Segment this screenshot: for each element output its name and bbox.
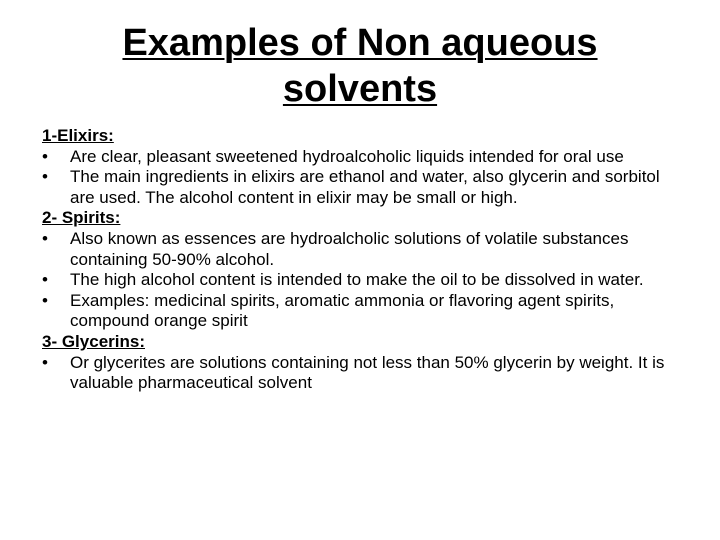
bullet-text: The main ingredients in elixirs are ethanol and water, also glycerin and sorbitol are used. The alcohol content in elixir may be small or high.: [70, 167, 660, 207]
section-heading: 2- Spirits:: [42, 208, 121, 228]
bullet-item: [42, 147, 672, 168]
section-spirits: [42, 208, 672, 332]
slide-title: [60, 20, 660, 112]
bullet-text: The high alcohol content is intended to make the oil to be dissolved in water.: [70, 270, 644, 290]
section-elixirs: [42, 126, 672, 208]
bullet-text: Or glycerites are solutions containing not less than 50% glycerin by weight. It is valuable pharmaceutical solvent: [70, 352, 665, 393]
section-heading: 3- Glycerins:: [42, 331, 145, 351]
bullet-item: [42, 353, 672, 394]
section-heading: 1-Elixirs:: [42, 126, 114, 145]
bullet-item: [42, 270, 672, 291]
bullet-item: [42, 167, 672, 208]
bullet-dot-icon: •: [42, 167, 48, 187]
bullet-text: Are clear, pleasant sweetened hydroalcoholic liquids intended for oral use: [70, 146, 624, 166]
slide-body: [42, 126, 672, 394]
bullet-dot-icon: •: [42, 270, 48, 290]
bullet-text: Also known as essences are hydroalcholic solutions of volatile substances containing 50-90% alcohol.: [70, 228, 629, 269]
bullet-dot-icon: •: [42, 352, 48, 372]
bullet-list: [42, 353, 672, 394]
bullet-item: [42, 229, 672, 270]
slide-title-line-2: solvents: [282, 68, 438, 110]
bullet-text: Examples: medicinal spirits, aromatic ammonia or flavoring agent spirits, compound orange spirit: [70, 290, 615, 331]
section-glycerins: [42, 332, 672, 394]
bullet-dot-icon: •: [42, 146, 48, 166]
bullet-item: [42, 291, 672, 332]
slide-title-line-1: Examples of Non aqueous: [122, 22, 598, 64]
bullet-list: [42, 147, 672, 209]
bullet-dot-icon: •: [42, 290, 48, 310]
bullet-list: [42, 229, 672, 332]
bullet-dot-icon: •: [42, 228, 48, 248]
